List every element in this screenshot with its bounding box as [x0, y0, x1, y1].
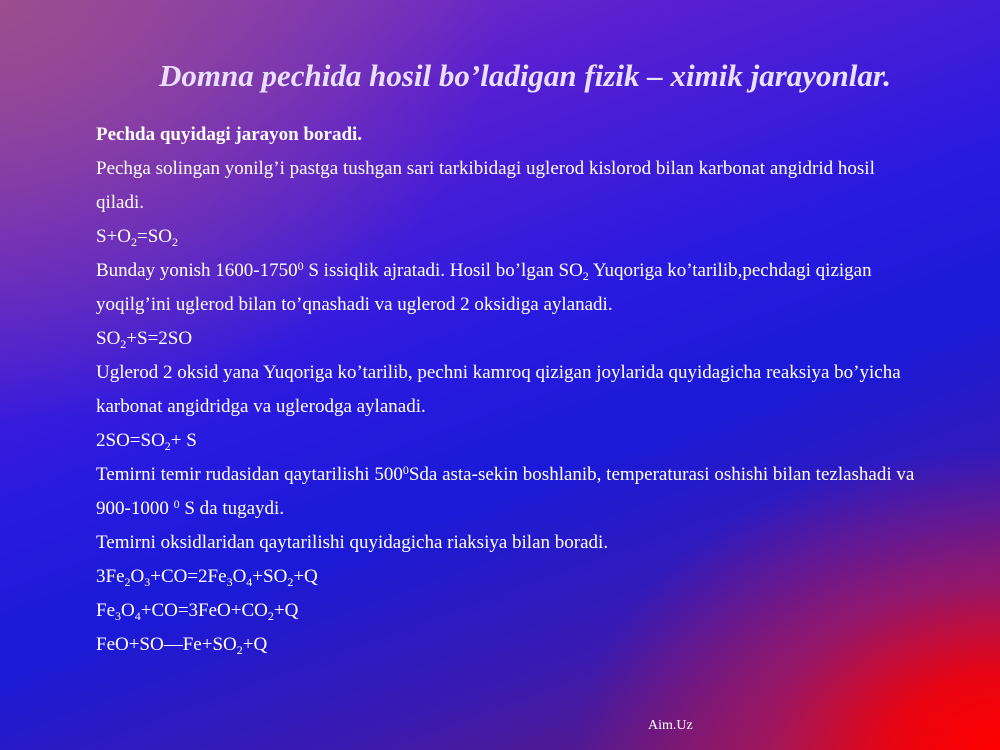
paragraph-3: Uglerod 2 oksid yana Yuqoriga ko’tarilib, pechni kamroq qizigan joylarida quyidagicha reaksiya bo’yicha karbonat angidridga va uglerodga aylanadi.: [96, 362, 901, 417]
paragraph-4: Temirni temir rudasidan qaytarilishi $500^0Sda$ asta-sekin boshlanib, temperaturasi oshishi bilan tezlashadi va 900-1000 $^0$ S da tugaydi.: [96, 463, 915, 519]
slide-title: Domna pechida hosil bo’ladigan fizik – ximik jarayonlar.: [158, 58, 892, 93]
paragraph-5: Temirni oksidlaridan qaytarilishi quyidagicha riaksiya bilan boradi.: [96, 532, 609, 553]
equation-5: $Fe_3O_4+CO=3FeO+CO_2+Q$: [96, 600, 299, 623]
equation-1: $S+O_2=SO_2$: [96, 226, 179, 249]
footer-source: Aim.Uz: [648, 718, 693, 733]
equation-3: $2SO=SO_2+ S$: [96, 430, 197, 453]
slide-content: [96, 118, 926, 662]
equation-6: $FeO+SO—Fe+SO_2+Q$: [96, 634, 268, 657]
lead-text: Pechda quyidagi jarayon boradi.: [96, 124, 363, 145]
equation-4: $3Fe_2O_3+CO=2Fe_3O_4+SO_2+Q$: [96, 566, 318, 589]
paragraph-1: Pechga solingan yonilg’i pastga tushgan sari tarkibidagi uglerod kislorod bilan karbonat angidrid hosil qiladi.: [96, 158, 875, 213]
paragraph-2: Bunday yonish 1600-1750$^0$ S issiqlik ajratadi. Hosil bo’lgan $SO_2$ Yuqoriga ko’tarilib,pechdagi qizigan yoqilg’ini uglerod bilan to’qnashadi va uglerod 2 oksidiga aylanadi.: [96, 259, 872, 315]
equation-2: $SO_2+S=2SO$: [96, 328, 193, 351]
